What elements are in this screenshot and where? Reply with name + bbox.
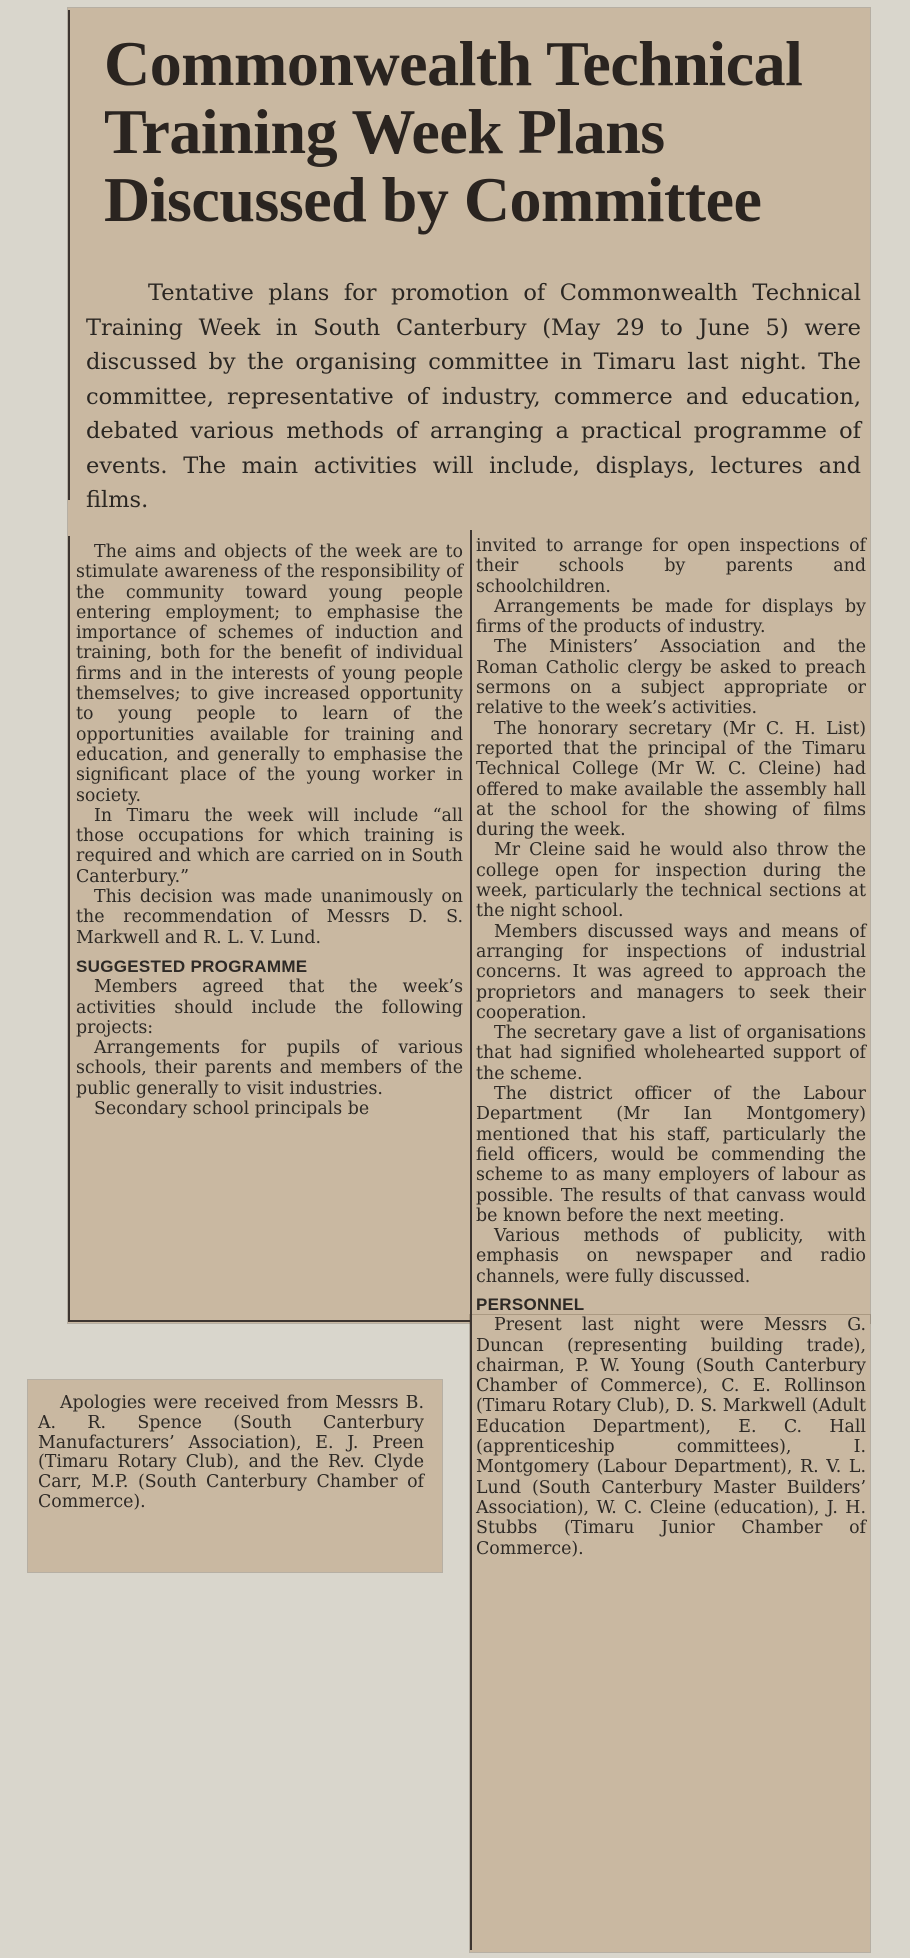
subhead-personnel: PERSONNEL (476, 1294, 585, 1314)
paragraph-aims: The aims and objects of the week are to stimulate awareness of the responsibility of the community toward young people entering employment; to emphasise the importance of schemes of induction and training, both for the benefit of individual firms and in the interests of young people themselves; to give increased opportunity to young people to learn of the opportunities available for training and education, and generally to emphasise the significant place of the young worker in society. (76, 542, 463, 806)
paragraph-publicity: Various methods of publicity, with emphasis on newspaper and radio channels, were fully discussed. (476, 1226, 866, 1287)
paragraph-members-agreed: Members agreed that the week’s activities should include the following projects: (76, 977, 463, 1038)
subhead-suggested-programme: SUGGESTED PROGRAMME (76, 956, 308, 976)
paragraph-inspections: Members discussed ways and means of arranging for inspections of industrial concerns. It was agreed to approach the proprietors and managers to seek their cooperation. (476, 921, 866, 1023)
paragraph-apologies: Apologies were received from Messrs B. A. R. Spence (South Canterbury Manufacturers’ Association), E. J. Preen (Timaru Rotary Club), and the Rev. Clyde Carr, M.P. (South Canterbury Chamber of Commerce). (38, 1393, 424, 1512)
paragraph-ministers: The Ministers’ Association and the Roman Catholic clergy be asked to preach sermons on a subject appropriate or relative to the week’s activities. (476, 637, 866, 719)
paragraph-secondary-principals: Secondary school principals be (94, 1099, 370, 1120)
headline: Commonwealth Technical Training Week Plans Discussed by Committee (104, 28, 803, 235)
paragraph-arrangements-pupils: Arrangements for pupils of various schools, their parents and members of the public generally to visit industries. (76, 1038, 463, 1099)
column-divider-rule (470, 530, 472, 1950)
paragraph-displays: Arrangements be made for displays by firms of the products of industry. (476, 596, 866, 638)
paragraph-organisations: The secretary gave a list of organisations that had signified wholehearted support of the scheme. (476, 1023, 866, 1084)
right-column (476, 536, 866, 1559)
lede-paragraph: Tentative plans for promotion of Commonwealth Technical Training Week in South Canterbury (May 29 to June 5) were discussed by the organising committee in Timaru last night. The committee, representative of industry, commerce and education, debated various methods of arranging a practical programme of events. The main activities will include, displays, lectures and films. (86, 280, 861, 513)
paragraph-secretary-report: The honorary secretary (Mr C. H. List) reported that the principal of the Timaru Technical College (Mr W. C. Cleine) had offered to make available the assembly hall at the school for the showing of films during the week. (476, 718, 866, 841)
paragraph-continued-inspections: invited to arrange for open inspections of their schools by parents and schoolchildren. (476, 536, 866, 597)
left-column-border-rule (68, 536, 70, 1322)
paragraph-timaru-week: In Timaru the week will include “all those occupations for which training is required and which are carried on in South Canterbury.” (76, 805, 463, 887)
paragraph-cleine: Mr Cleine said he would also throw the college open for inspection during the week, particularly the technical sections at the night school. (476, 840, 866, 922)
left-column (76, 542, 463, 1119)
paragraph-decision: This decision was made unanimously on the recommendation of Messrs D. S. Markwell and R. L. V. Lund. (76, 887, 463, 948)
paragraph-labour-department: The district officer of the Labour Department (Mr Ian Montgomery) mentioned that his staff, particularly the field officers, would be commending the scheme to as many employers of labour as possible. The results of that canvass would be known before the next meeting. (476, 1084, 866, 1226)
bottom-rule (68, 1320, 470, 1322)
paragraph-personnel: Present last night were Messrs G. Duncan (representing building trade), chairman, P. W. Young (South Canterbury Chamber of Commerce), C. E. Rollinson (Timaru Rotary Club), D. S. Markwell (Adult Education Department), E. C. Hall (apprenticeship committees), I. Montgomery (Labour Department), R. V. L. Lund (South Canterbury Master Builders’ Association), W. C. Cleine (education), J. H. Stubbs (Timaru Junior Chamber of Commerce). (476, 1315, 866, 1559)
left-border-rule (68, 10, 70, 500)
